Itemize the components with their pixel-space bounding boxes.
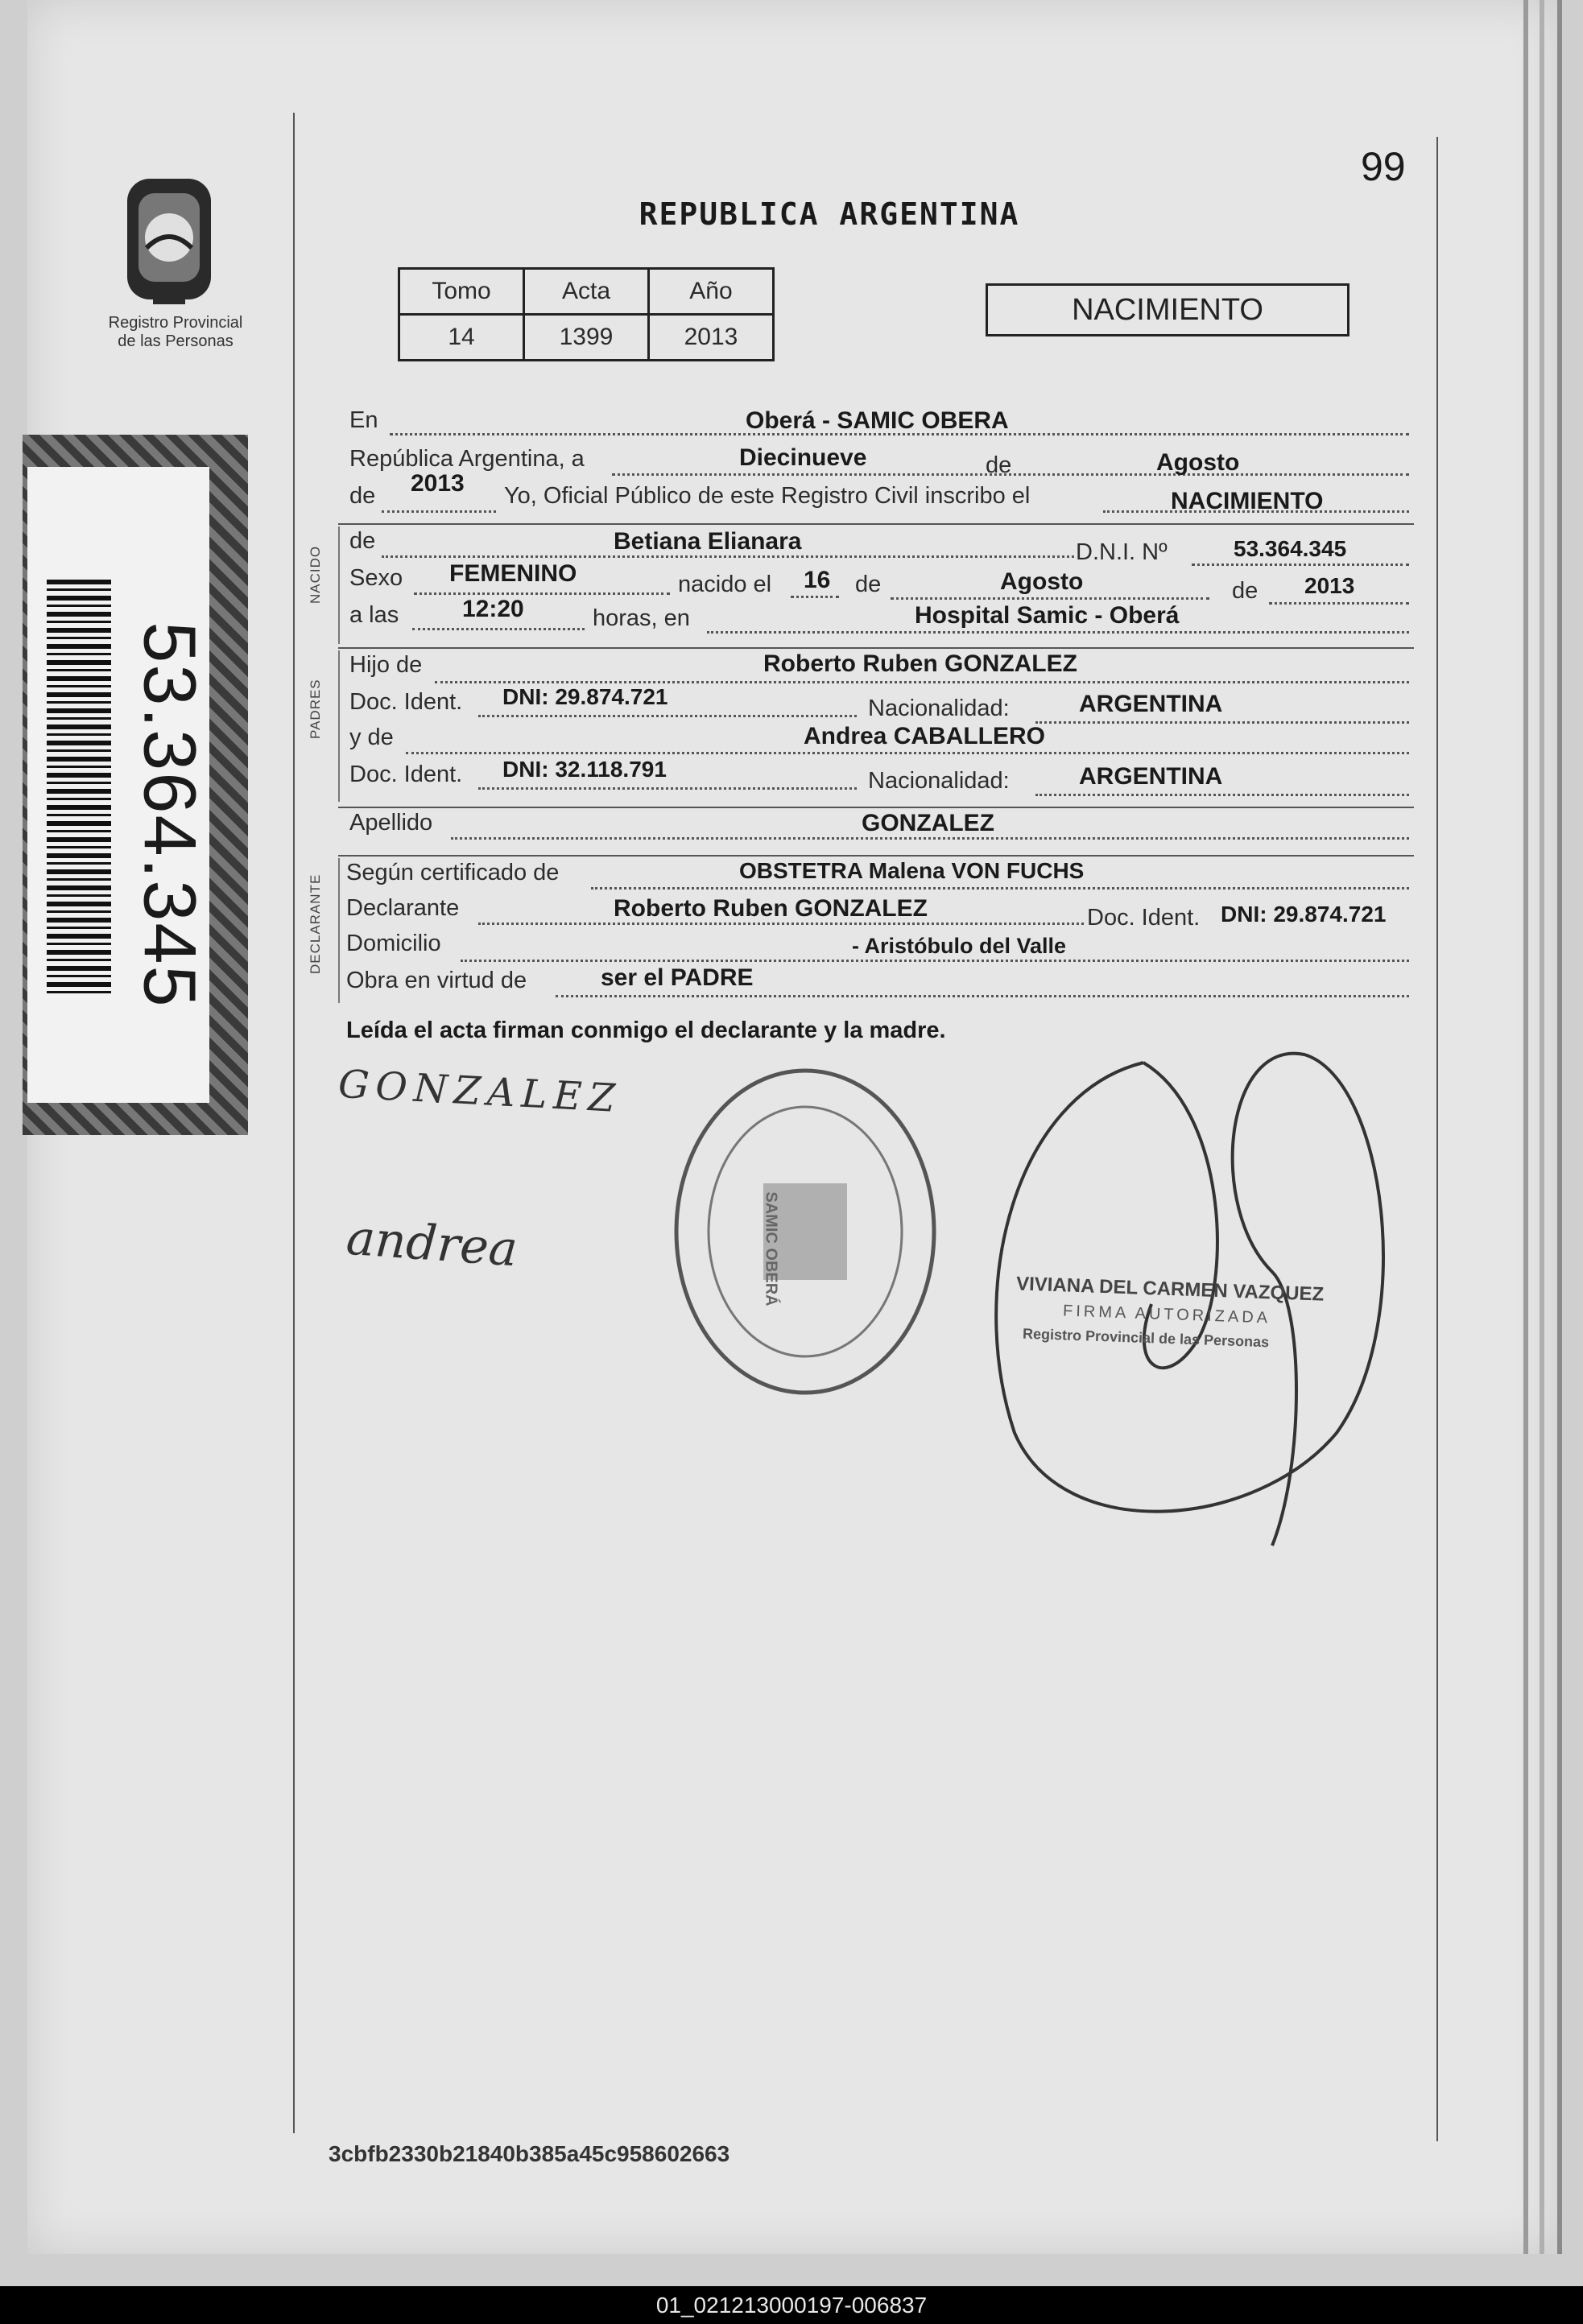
page-edge	[1557, 0, 1562, 2254]
dni-value: 53.364.345	[1234, 536, 1347, 561]
stamp-name: VIVIANA DEL CARMEN VAZQUEZ	[1015, 1273, 1325, 1306]
certificado-value: OBSTETRA Malena VON FUCHS	[739, 858, 1085, 883]
declarante-doc-label: Doc. Ident.	[1087, 905, 1201, 931]
obra-label: Obra en virtud de	[346, 968, 527, 993]
left-frame-line	[293, 113, 295, 2133]
logo-caption	[87, 314, 264, 351]
section-bar	[338, 650, 340, 802]
section-divider	[338, 807, 1414, 808]
page-edge	[1523, 0, 1528, 2254]
dotted-line	[1035, 721, 1409, 724]
acta-value: 1399	[524, 315, 649, 361]
document-title: REPUBLICA ARGENTINA	[639, 196, 1020, 232]
anio-nac-value: 2013	[1304, 573, 1355, 598]
dotted-line	[891, 597, 1209, 600]
seal-icon	[668, 1055, 942, 1409]
a-las-label: a las	[349, 602, 399, 628]
registry-table	[398, 267, 775, 361]
declarante-value: Roberto Ruben GONZALEZ	[614, 895, 928, 922]
acta-header: Acta	[524, 269, 649, 315]
hora-value: 12:20	[462, 596, 524, 622]
padre-nac-value: ARGENTINA	[1079, 691, 1223, 717]
shield-icon	[97, 161, 242, 322]
domicilio-value: - Aristóbulo del Valle	[852, 934, 1067, 958]
doc-ident-label: Doc. Ident.	[349, 762, 463, 787]
barcode	[47, 580, 111, 998]
stamp-registry: Registro Provincial de las Personas	[1022, 1325, 1270, 1351]
declarante-doc-value: DNI: 29.874.721	[1221, 902, 1387, 927]
stamp-authorized: FIRMA AUTORIZADA	[1062, 1302, 1271, 1327]
dotted-line	[1269, 602, 1409, 605]
province-logo	[97, 161, 242, 322]
nacido-section-label: NACIDO	[308, 545, 323, 604]
section-divider	[338, 855, 1414, 857]
de-nac-label: de	[855, 572, 882, 597]
sexo-value: FEMENINO	[449, 560, 577, 587]
signature-scribble-icon	[966, 1046, 1417, 1562]
dotted-line	[478, 715, 857, 717]
closing-statement: Leída el acta firman conmigo el declarante y la madre.	[346, 1018, 946, 1043]
republica-label: República Argentina, a	[349, 446, 585, 472]
madre-doc-value: DNI: 32.118.791	[502, 757, 667, 782]
dotted-line	[461, 960, 1409, 962]
dotted-line	[414, 592, 670, 595]
dotted-line	[791, 596, 839, 598]
domicilio-label: Domicilio	[346, 931, 441, 956]
tomo-value: 14	[399, 315, 524, 361]
madre-nac-value: ARGENTINA	[1079, 763, 1223, 790]
en-label: En	[349, 407, 378, 433]
dotted-line	[435, 681, 1409, 683]
dia-value: Diecinueve	[739, 444, 867, 471]
page-number: 99	[1361, 144, 1406, 189]
oficial-text: Yo, Oficial Público de este Registro Civil inscribo el	[504, 483, 1031, 509]
dotted-line	[412, 628, 585, 630]
dotted-line	[478, 787, 857, 790]
anio-intro-value: 2013	[411, 470, 465, 497]
anio-value: 2013	[649, 315, 774, 361]
section-divider	[338, 523, 1414, 525]
nacido-de-label: de	[349, 528, 376, 554]
logo-caption-line1: Registro Provincial	[108, 314, 243, 332]
page-edge	[1540, 0, 1544, 2254]
lugar-value: Oberá - SAMIC OBERA	[746, 407, 1009, 434]
dotted-line	[478, 923, 1084, 925]
footer-id: 01_021213000197-006837	[0, 2286, 1583, 2324]
hijo-de-label: Hijo de	[349, 652, 423, 678]
declarante-label: Declarante	[346, 895, 460, 921]
sexo-label: Sexo	[349, 565, 403, 591]
section-bar	[338, 858, 340, 1003]
apellido-value: GONZALEZ	[862, 810, 994, 836]
right-frame-line	[1436, 137, 1438, 2141]
nacionalidad-label: Nacionalidad:	[868, 768, 1010, 794]
declarante-section-label: DECLARANTE	[308, 873, 323, 974]
dotted-line	[1035, 794, 1409, 796]
document-type-box: NACIMIENTO	[986, 283, 1349, 336]
dia-nac-value: 16	[804, 567, 831, 593]
tipo-value: NACIMIENTO	[1171, 488, 1324, 514]
apellido-label: Apellido	[349, 810, 433, 836]
padres-section-label: PADRES	[308, 679, 323, 739]
obra-value: ser el PADRE	[601, 964, 754, 991]
anio-header: Año	[649, 269, 774, 315]
y-de-label: y de	[349, 724, 394, 750]
barcode-number: 53.364.345	[128, 621, 211, 1009]
dni-label: D.N.I. Nº	[1076, 539, 1168, 565]
dotted-line	[1192, 563, 1409, 566]
official-signature	[966, 1046, 1417, 1562]
section-bar	[338, 526, 340, 644]
dotted-line	[406, 752, 1409, 754]
signature-declarante: GONZALEZ	[337, 1061, 623, 1122]
logo-caption-line2: de las Personas	[118, 332, 234, 350]
official-seal	[668, 1055, 942, 1409]
dotted-line	[591, 887, 1409, 890]
nacido-el-label: nacido el	[678, 572, 772, 597]
nombre-value: Betiana Elianara	[614, 528, 802, 555]
doc-ident-label: Doc. Ident.	[349, 689, 463, 715]
lugar-nac-value: Hospital Samic - Oberá	[915, 602, 1180, 629]
dotted-line	[556, 995, 1409, 997]
de-anio-label: de	[1232, 578, 1259, 604]
horas-en-label: horas, en	[593, 605, 690, 631]
de-label: de	[986, 452, 1012, 478]
document-hash: 3cbfb2330b21840b385a45c958602663	[329, 2141, 730, 2166]
mes-nac-value: Agosto	[1000, 568, 1084, 595]
signature-madre: andrea	[344, 1209, 519, 1278]
dotted-line	[451, 837, 1409, 840]
dotted-line	[707, 631, 1409, 634]
dotted-line	[382, 510, 496, 513]
de2-label: de	[349, 483, 376, 509]
tomo-header: Tomo	[399, 269, 524, 315]
segun-label: Según certificado de	[346, 860, 560, 885]
nacionalidad-label: Nacionalidad:	[868, 696, 1010, 721]
dotted-line	[382, 555, 1074, 558]
padre-value: Roberto Ruben GONZALEZ	[763, 650, 1077, 677]
madre-value: Andrea CABALLERO	[804, 723, 1046, 749]
mes-value: Agosto	[1156, 449, 1240, 476]
seal-city: SAMIC OBERÁ	[762, 1191, 780, 1306]
padre-doc-value: DNI: 29.874.721	[502, 684, 668, 709]
section-divider	[338, 647, 1414, 649]
